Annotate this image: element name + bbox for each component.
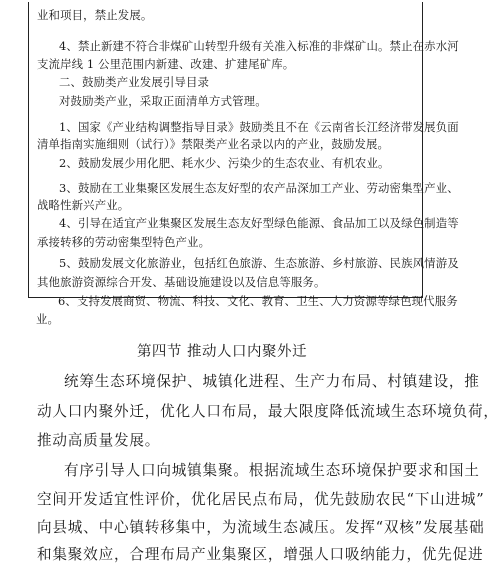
box-line: 战略性新兴产业。 [37, 198, 130, 212]
box-line: 支流岸线 1 公里范围内新建、改建、扩建尾矿库。 [37, 57, 295, 71]
box-line: 2、鼓励发展少用化肥、耗水少、污染少的生态农业、有机农业。 [59, 156, 390, 170]
box-line: 对鼓励类产业，采取正面清单方式管理。 [59, 94, 267, 108]
body-line: 向县城、中心镇转移集中，为流域生态减压。发挥“双核”发展基础 [37, 519, 485, 536]
box-line: 清单指南实施细则（试行）》禁限类产业名录以内的产业，鼓励发展。 [37, 137, 390, 151]
box-line: 承接转移的劳动密集型特色产业。 [37, 235, 211, 249]
body-line: 统筹生态环境保护、城镇化进程、生产力布局、村镇建设，推 [64, 373, 480, 390]
body-line: 推动高质量发展。 [37, 432, 161, 449]
box-line: 4、引导在适宜产业集聚区发展生态友好型绿色能源、食品加工以及绿色制造等 [59, 216, 459, 230]
body-line: 空间开发适宜性评价，优化居民点布局，优先鼓励农民“下山进城” [37, 491, 485, 508]
guidance-text-box [28, 2, 459, 298]
box-line: 6、支持发展商贸、物流、科技、文化、教育、卫生、人力资源等绿色现代服务 [58, 294, 458, 308]
box-line: 5、鼓励发展文化旅游业，包括红色旅游、生态旅游、乡村旅游、民族风情游及 [59, 256, 459, 270]
box-line: 其他旅游资源综合开发、基础设施建设以及信息等服务。 [37, 275, 326, 289]
body-line: 有序引导人口向城镇集聚。根据流域生态环境保护要求和国土 [64, 462, 480, 479]
box-line: 业。 [36, 312, 60, 326]
box-heading: 二、鼓励类产业发展引导目录 [59, 75, 210, 89]
section-title: 第四节 推动人口内聚外迁 [136, 344, 308, 360]
box-line: 1、国家《产业结构调整指导目录》鼓励类且不在《云南省长江经济带发展负面 [59, 120, 459, 134]
body-line: 和集聚效应，合理布局产业集聚区，增强人口吸纳能力，优先促进 [37, 546, 484, 563]
box-line: 3、鼓励在工业集聚区发展生态友好型的农产品深加工产业、劳动密集型产业、 [59, 181, 459, 195]
box-line: 业和项目，禁止发展。 [37, 8, 153, 22]
box-line: 4、禁止新建不符合非煤矿山转型升级有关准入标准的非煤矿山。禁止在赤水河 [59, 39, 459, 53]
body-line: 动人口内聚外迁，优化人口布局，最大限度降低流域生态环境负荷， [37, 403, 499, 420]
